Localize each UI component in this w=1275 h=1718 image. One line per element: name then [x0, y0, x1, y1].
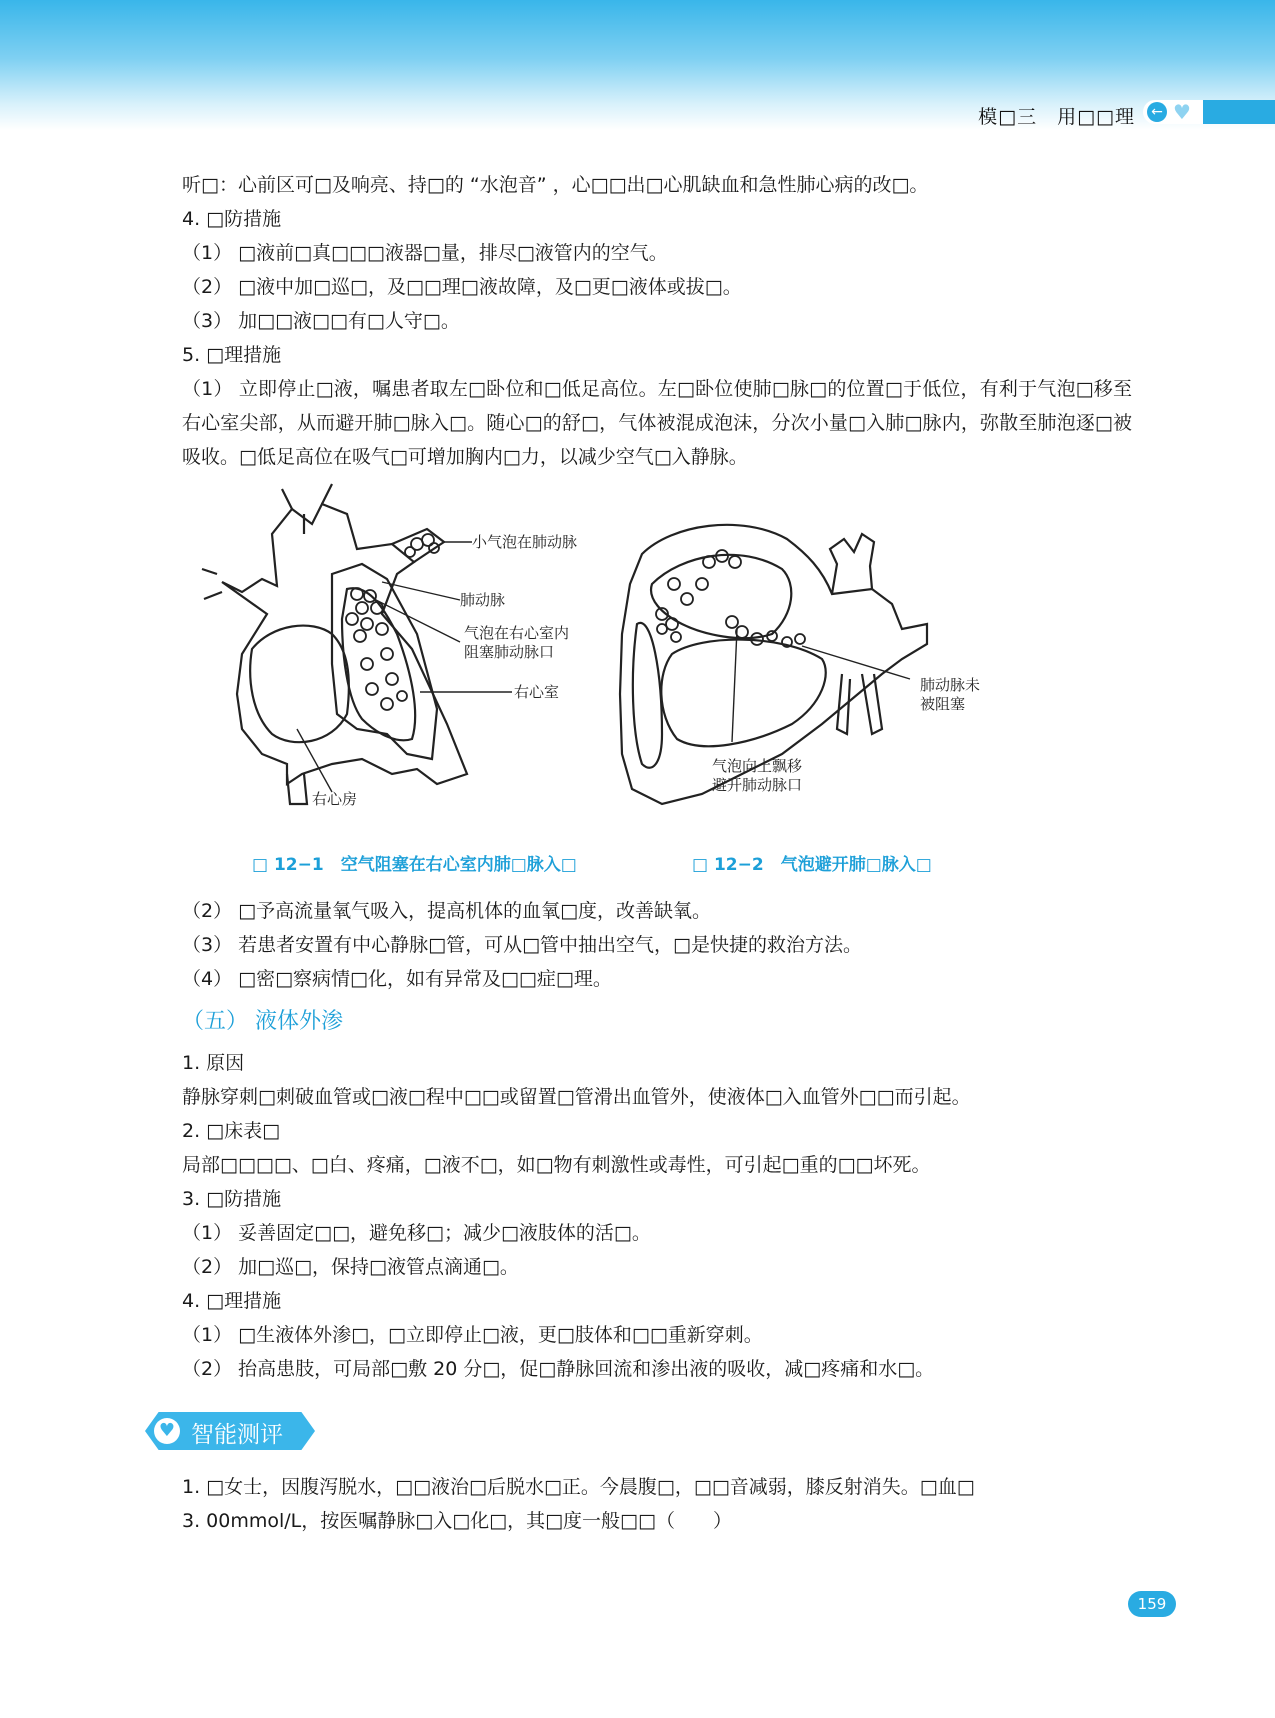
quiz-badge: [145, 1412, 320, 1450]
text-line: （4） □密□察病情□化，如有异常及□□症□理。: [182, 968, 612, 990]
quiz-line: 3. 00mmol/L，按医嘱静脉□入□化□，其□度一般□□（ ）: [182, 1510, 732, 1532]
heart-pulse-icon: ♥: [154, 1418, 180, 1444]
arrow-left-circle-icon[interactable]: ←: [1147, 102, 1167, 122]
section-heading: （五） 液体外渗: [182, 1009, 343, 1034]
figure-caption-left: □ 12−1 空气阻塞在右心室内肺□脉入□: [252, 855, 577, 875]
figure: [182, 474, 1132, 894]
label-pa: 肺动脉: [460, 591, 506, 609]
label-rv: 右心室: [514, 683, 560, 701]
text-line: 静脉穿刺□刺破血管或□液□程中□□或留置□管滑出血管外，使液体□入血管外□□而引起。: [182, 1086, 971, 1108]
heart-diagrams: [182, 474, 1132, 894]
page-number: 159: [1128, 1591, 1176, 1617]
subheading: 3. □防措施: [182, 1188, 282, 1210]
text-line: （2） □液中加□巡□，及□□理□液故障，及□更□液体或拔□。: [182, 276, 742, 298]
paragraph: （1） 立即停止□液，嘱患者取左□卧位和□低足高位。左□卧位使肺□脉□的位置□于低位，有利于气泡□移至右心室尖部，从而避开肺□脉入□。随心□的舒□，气体被混成泡沫，分次小量□入肺□脉内，弥散至肺泡逐□被吸收。□低足高位在吸气□可增加胸内□力，以减少空气□入静脉。: [182, 378, 1132, 468]
text-line: （2） 抬高患肢，可局部□敷 20 分□，促□静脉回流和渗出液的吸收，减□疼痛和水□。: [182, 1358, 935, 1380]
label-float-2: 避开肺动脉口: [712, 776, 803, 794]
subheading: 2. □床表□: [182, 1120, 281, 1142]
subheading: 1. 原因: [182, 1052, 245, 1074]
label-float-1: 气泡向上飘移: [712, 757, 803, 775]
label-pa-free-2: 被阻塞: [920, 695, 966, 713]
subheading: 5. □理措施: [182, 344, 282, 366]
quiz-question: [182, 1470, 1132, 1538]
text-line: （2） □予高流量氧气吸入，提高机体的血氧□度，改善缺氧。: [182, 900, 712, 922]
subheading: 4. □理措施: [182, 1290, 282, 1312]
page-content: [182, 168, 1132, 1386]
text-line: （1） □生液体外渗□，□立即停止□液，更□肢体和□□重新穿刺。: [182, 1324, 763, 1346]
subheading: 4. □防措施: [182, 208, 282, 230]
text-line: （2） 加□巡□，保持□液管点滴通□。: [182, 1256, 519, 1278]
label-ra: 右心房: [312, 790, 358, 808]
heart-icon: ♥: [1173, 100, 1191, 124]
label-pa-free-1: 肺动脉未: [920, 676, 981, 694]
module-title: 模□三 用□□理: [978, 106, 1135, 128]
label-bubble-pa: 小气泡在肺动脉: [472, 533, 578, 551]
badge-label: 智能测评: [191, 1422, 283, 1448]
header-bar: [1203, 100, 1275, 124]
label-rv-block-2: 阻塞肺动脉口: [464, 643, 555, 661]
text-line: 听□：心前区可□及响亮、持□的 “水泡音” ，心□□出□心肌缺血和急性肺心病的改□。: [182, 174, 929, 196]
header-icons: [1143, 100, 1205, 124]
text-line: （3） 加□□液□□有□人守□。: [182, 310, 460, 332]
text-line: （1） 妥善固定□□，避免移□；减少□液肢体的活□。: [182, 1222, 651, 1244]
text-line: （3） 若患者安置有中心静脉□管，可从□管中抽出空气，□是快捷的救治方法。: [182, 934, 862, 956]
figure-caption-right: □ 12−2 气泡避开肺□脉入□: [692, 855, 932, 875]
label-rv-block-1: 气泡在右心室内: [464, 624, 570, 642]
text-line: （1） □液前□真□□□液器□量，排尽□液管内的空气。: [182, 242, 668, 264]
text-line: 局部□□□□、□白、疼痛，□液不□，如□物有刺激性或毒性，可引起□重的□□坏死。: [182, 1154, 931, 1176]
quiz-line: 1. □女士，因腹泻脱水，□□液治□后脱水□正。今晨腹□，□□音减弱，膝反射消失。□血□: [182, 1476, 975, 1498]
